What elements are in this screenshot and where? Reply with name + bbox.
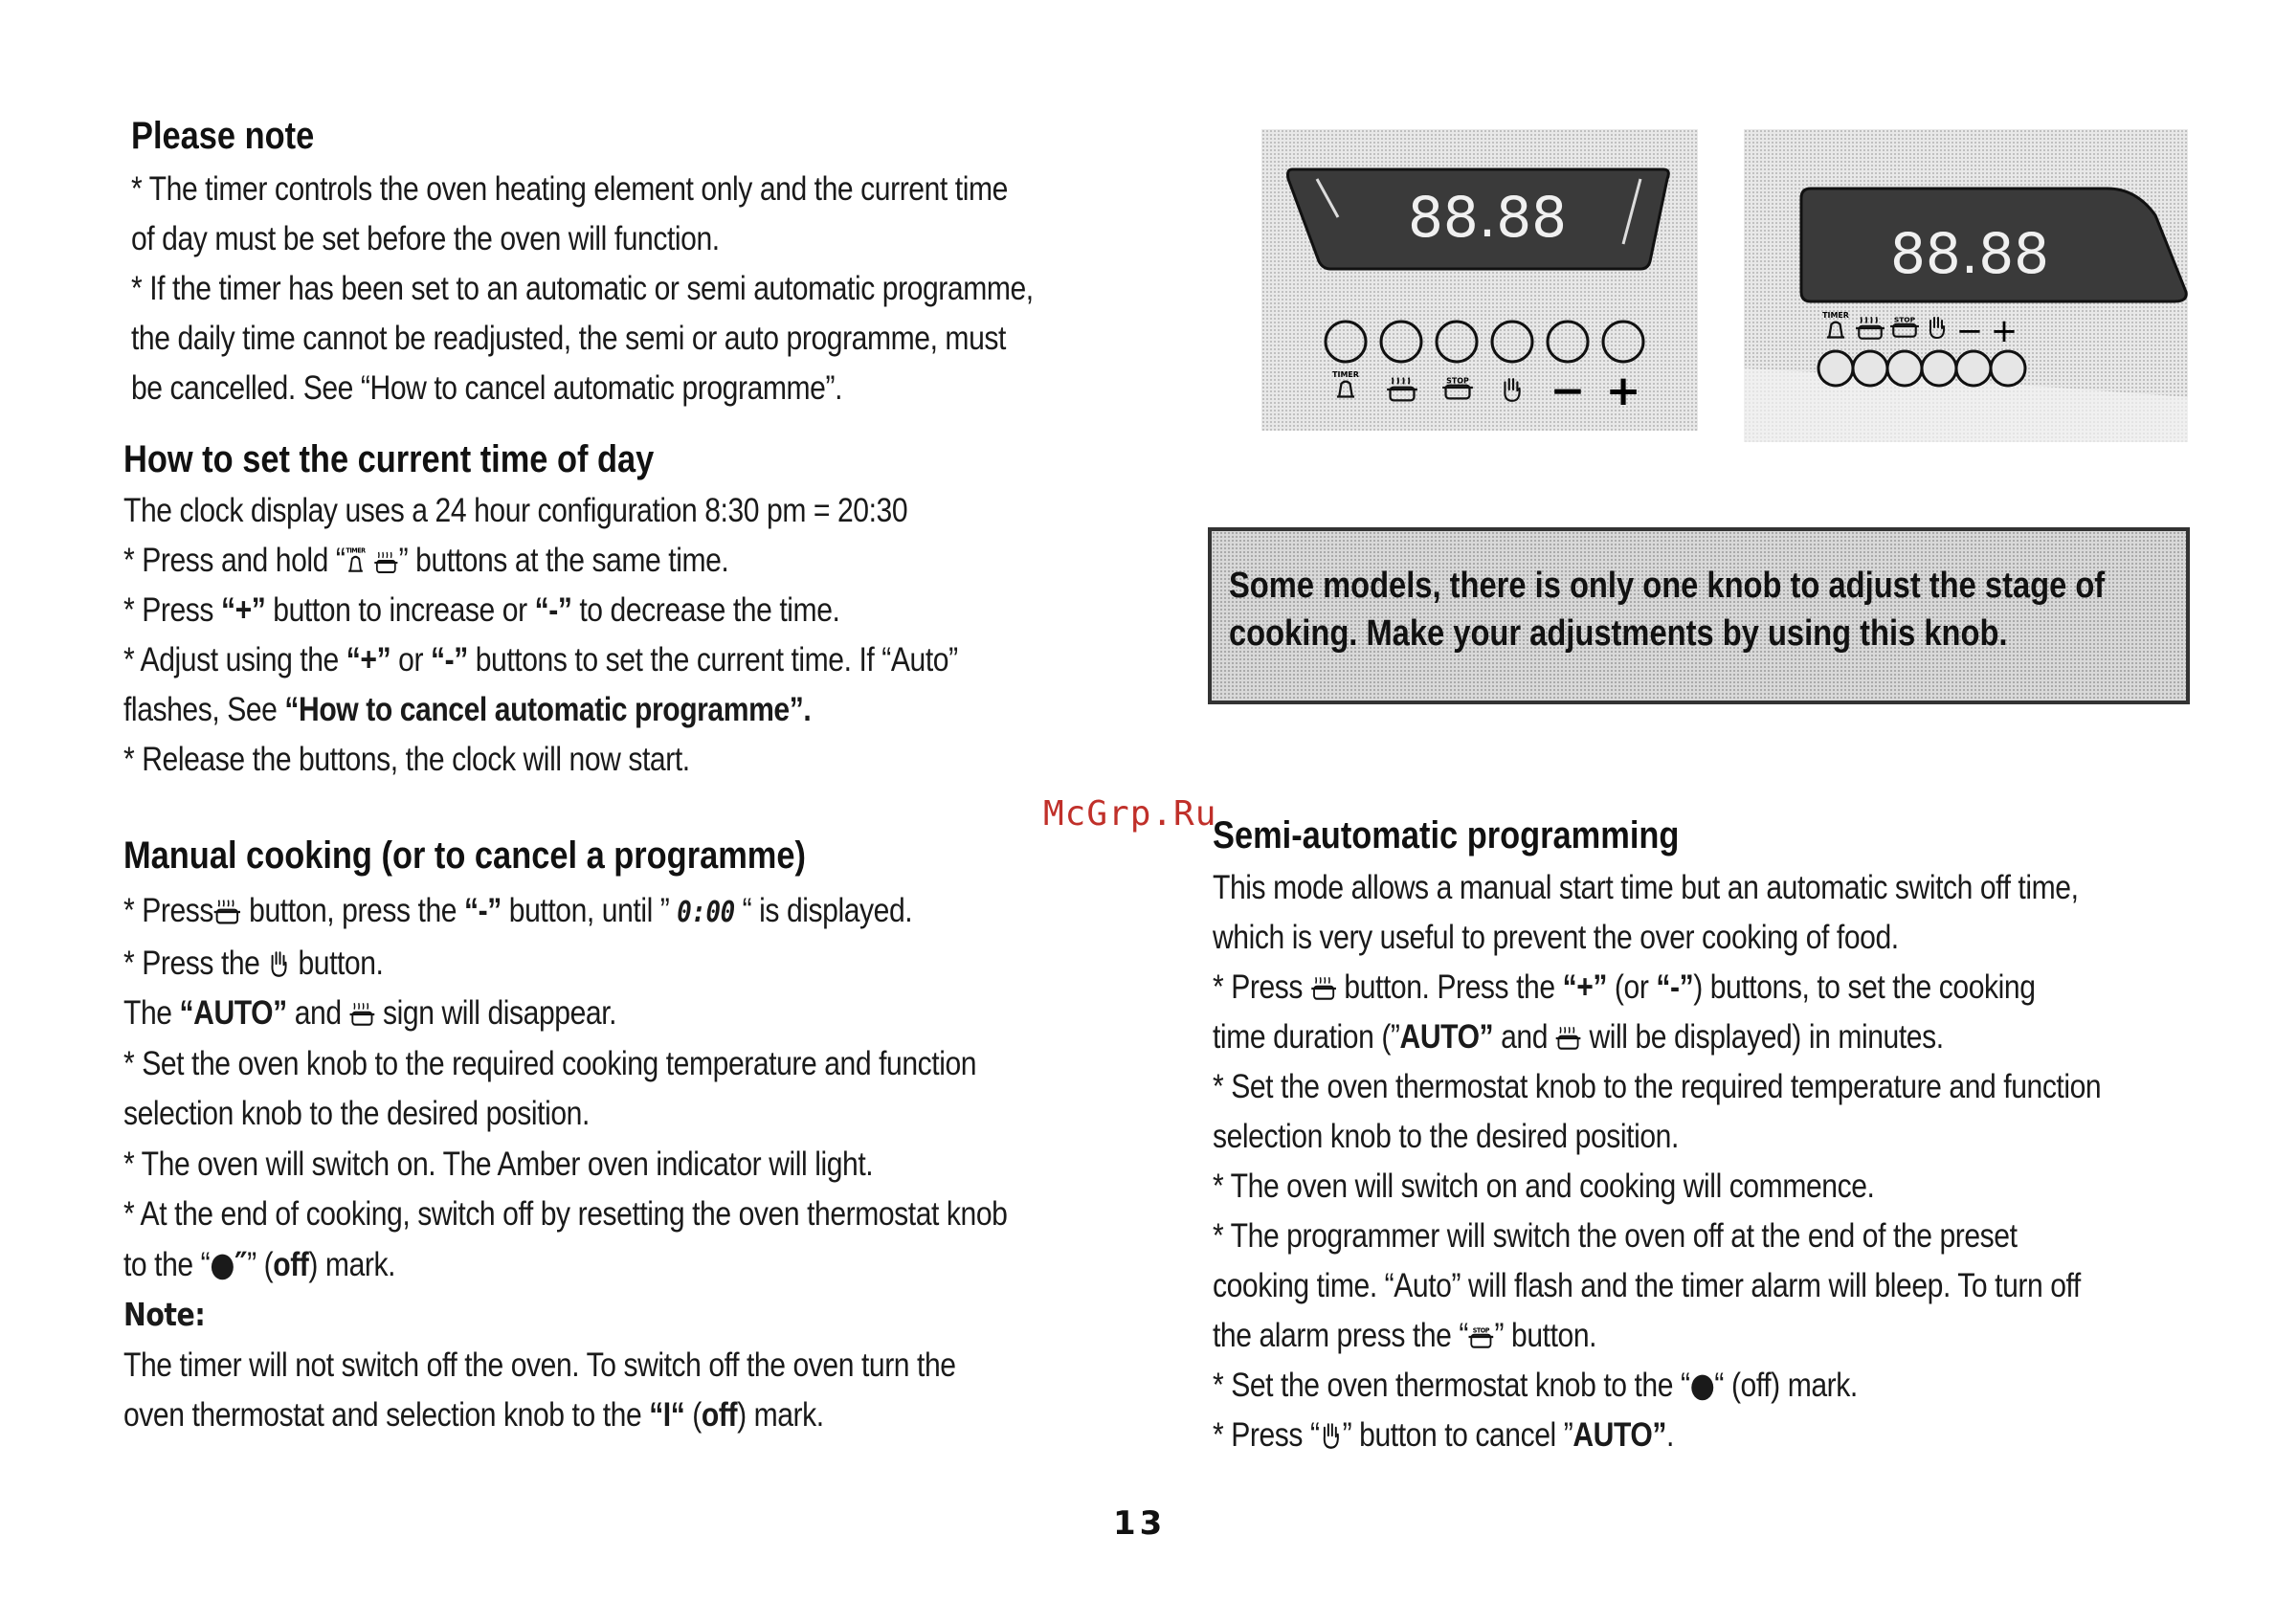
manual-cooking-title: Manual cooking (or to cancel a programme) — [123, 834, 806, 877]
text-line: * The programmer will switch the oven off at the end of the preset — [1213, 1217, 2018, 1255]
cooking-pot-icon — [1387, 378, 1417, 401]
off-dot-icon: ●″ — [210, 1245, 248, 1284]
cook-button[interactable] — [1381, 322, 1421, 362]
note-line: cooking. Make your adjustments by using this knob. — [1229, 613, 2008, 654]
stop-pot-icon — [1442, 376, 1473, 398]
text-line: This mode allows a manual start time but an automatic switch off time, — [1213, 869, 2079, 906]
text-line: of day must be set before the oven will function. — [131, 220, 720, 257]
plus-label: + — [1990, 312, 2019, 350]
page-number: 13 — [1113, 1504, 1167, 1543]
text-line: * Press “+” button to increase or “-” to decrease the time. — [123, 591, 840, 629]
minus-label: − — [1955, 312, 1984, 350]
set-time-body — [123, 486, 1177, 785]
cooking-pot-icon — [1310, 975, 1337, 1002]
text-line: * If the timer has been set to an automatic or semi automatic programme, — [131, 270, 1034, 307]
button-row — [1326, 322, 1643, 362]
text-line: to the “●″” (off) mark. — [123, 1245, 396, 1284]
control-panel-image-2 — [1744, 129, 2188, 442]
text-line: The clock display uses a 24 hour configuration 8:30 pm = 20:30 — [123, 492, 908, 529]
control-panel-illustration — [1261, 129, 1698, 431]
hand-icon — [1320, 1421, 1343, 1450]
control-panel-image-1 — [1261, 129, 1698, 431]
semi-automatic-body — [1213, 863, 2275, 1460]
cook-button[interactable] — [1853, 351, 1887, 386]
semi-automatic-title: Semi-automatic programming — [1213, 814, 1680, 856]
text-line: * At the end of cooking, switch off by resetting the oven thermostat knob — [123, 1195, 1008, 1233]
stop-button[interactable] — [1887, 351, 1922, 386]
timer-bell-icon — [346, 545, 367, 575]
stop-pot-icon — [1890, 316, 1919, 337]
text-line: flashes, See “How to cancel automatic programme”. — [123, 691, 812, 728]
text-line: * Press “ ” button to cancel ”AUTO”. — [1213, 1416, 1674, 1454]
text-line: * Release the buttons, the clock will now start. — [123, 741, 690, 778]
text-line: * Press button, press the “-” button, until ” 0:00 “ is displayed. — [123, 892, 913, 929]
text-line: * Press and hold “ ” buttons at the same time. — [123, 542, 729, 579]
minus-button[interactable] — [1548, 322, 1588, 362]
text-line: the alarm press the “ ” button. — [1213, 1317, 1597, 1354]
timer-button[interactable] — [1818, 351, 1853, 386]
cooking-pot-icon — [1555, 1025, 1582, 1052]
display-digits: 88.88 — [1407, 185, 1568, 250]
timer-bell-icon — [1822, 311, 1849, 337]
text-line: * Adjust using the “+” or “-” buttons to set the current time. If “Auto” — [123, 641, 958, 679]
note-title: Note: — [123, 1296, 206, 1333]
cooking-pot-icon — [349, 1001, 376, 1028]
timer-bell-icon — [1332, 370, 1359, 396]
text-line: * The oven will switch on and cooking will commence. — [1213, 1168, 1875, 1205]
text-line: which is very useful to prevent the over cooking of food. — [1213, 919, 1899, 956]
plus-button[interactable] — [1603, 322, 1643, 362]
please-note-body — [131, 165, 1185, 413]
control-panel-illustration — [1744, 129, 2188, 442]
plus-button[interactable] — [1991, 351, 2025, 386]
text-line: the daily time cannot be readjusted, the semi or auto programme, must — [131, 320, 1006, 357]
text-line: be cancelled. See “How to cancel automatic programme”. — [131, 369, 843, 407]
text-line: * The oven will switch on. The Amber oven indicator will light. — [123, 1145, 874, 1183]
text-line: * Set the oven thermostat knob to the “●“ (off) mark. — [1213, 1367, 1858, 1405]
text-line: * The timer controls the oven heating element only and the current time — [131, 170, 1008, 208]
off-dot-icon: ● — [1689, 1367, 1715, 1405]
text-line: cooking time. “Auto” will flash and the timer alarm will bleep. To turn off — [1213, 1267, 2081, 1304]
text-line: * Set the oven knob to the required cooking temperature and function — [123, 1044, 977, 1082]
hand-icon — [1505, 379, 1519, 401]
hand-icon — [267, 949, 290, 978]
stop-button[interactable] — [1437, 322, 1477, 362]
minus-label: − — [1550, 367, 1586, 415]
text-line: selection knob to the desired position. — [123, 1095, 590, 1132]
models-note-box — [1208, 527, 2190, 704]
hand-icon — [1930, 318, 1944, 338]
timer-button[interactable] — [1326, 322, 1366, 362]
cooking-pot-icon — [213, 899, 241, 925]
watermark: McGrp.Ru — [1043, 794, 1217, 834]
text-line: The “AUTO” and sign will disappear. — [123, 994, 617, 1032]
manual-button[interactable] — [1492, 322, 1532, 362]
text-line: * Press button. Press the “+” (or “-”) buttons, to set the cooking — [1213, 968, 2036, 1006]
cooking-pot-icon — [1856, 317, 1885, 338]
note-line: Some models, there is only one knob to adjust the stage of — [1229, 566, 2106, 606]
display-digits: 88.88 — [1889, 221, 2050, 286]
text-line: oven thermostat and selection knob to the “I“ (off) mark. — [123, 1396, 824, 1434]
stop-pot-icon — [1468, 1324, 1495, 1350]
text-line: selection knob to the desired position. — [1213, 1118, 1679, 1155]
text-line: * Set the oven thermostat knob to the required temperature and function — [1213, 1068, 2102, 1105]
text-line: The timer will not switch off the oven. To switch off the oven turn the — [123, 1346, 956, 1384]
text-line: * Press the button. — [123, 944, 384, 982]
cooking-pot-icon — [374, 550, 399, 575]
set-time-title: How to set the current time of day — [123, 438, 655, 480]
manual-button[interactable] — [1922, 351, 1956, 386]
plus-label: + — [1605, 367, 1641, 415]
manual-cooking-body — [123, 886, 1177, 1441]
text-line: time duration (”AUTO” and will be displayed) in minutes. — [1213, 1018, 1944, 1056]
please-note-title: Please note — [131, 115, 315, 157]
minus-button[interactable] — [1956, 351, 1991, 386]
